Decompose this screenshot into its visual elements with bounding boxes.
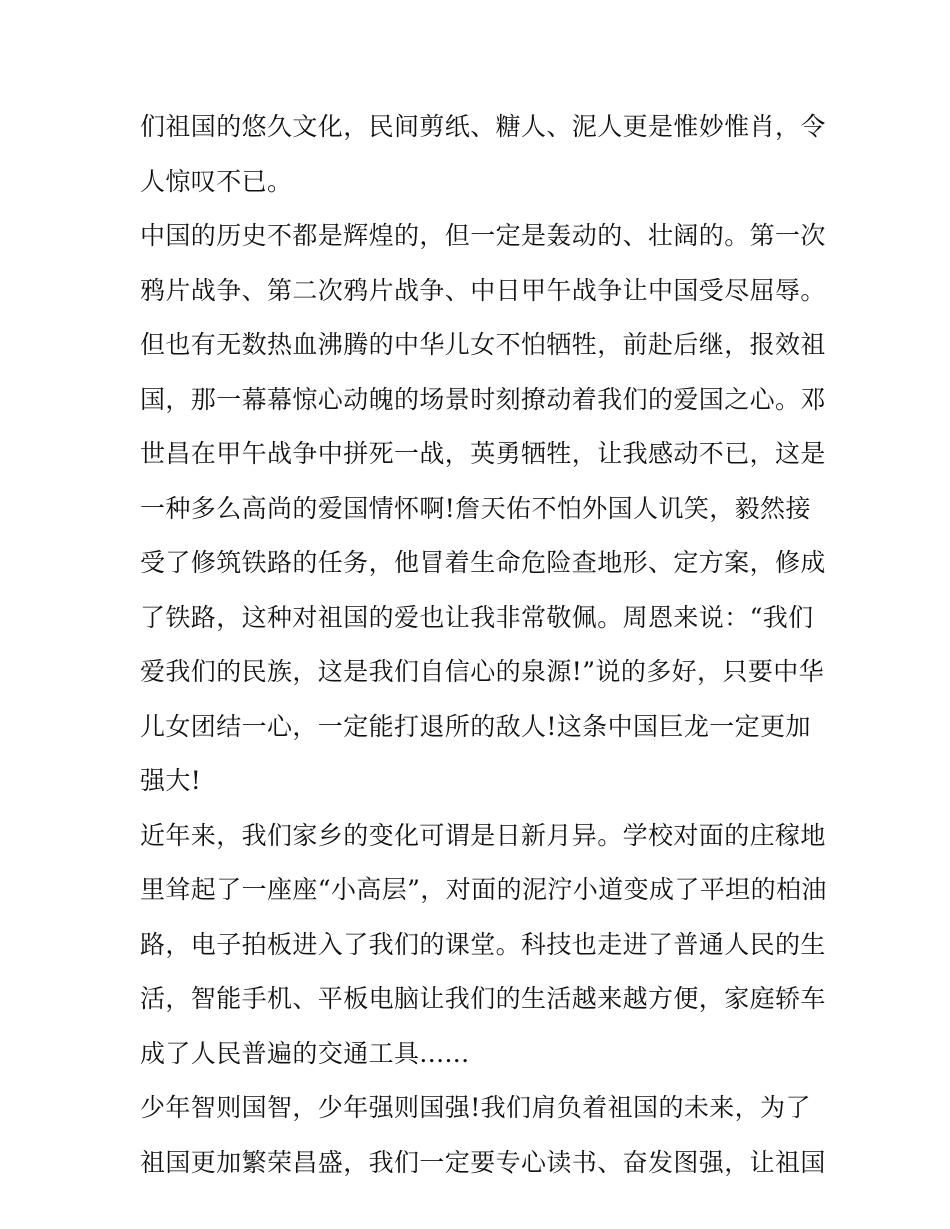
text-line: 鸦片战争、第二次鸦片战争、中日甲午战争让中国受尽屈辱。 (140, 275, 826, 305)
text-line: 路，电子拍板进入了我们的课堂。科技也走进了普通人民的生 (140, 929, 826, 959)
text-line: 但也有无数热血沸腾的中华儿女不怕牺牲，前赴后继，报效祖 (140, 330, 826, 359)
text-line: 受了修筑铁路的任务，他冒着生命危险查地形、定方案，修成 (140, 548, 826, 577)
text-line: 世昌在甲午战争中拼死一战，英勇牺牲，让我感动不已，这是 (140, 439, 826, 468)
text-line: 祖国更加繁荣昌盛，我们一定要专心读书、奋发图强，让祖国 (140, 1147, 826, 1177)
text-line: 近年来，我们家乡的变化可谓是日新月异。学校对面的庄稼地 (140, 820, 826, 850)
body-text (140, 100, 830, 1190)
text-line: 强大! (140, 766, 202, 795)
text-line: 中国的历史不都是辉煌的，但一定是轰动的、壮阔的。第一次 (140, 221, 826, 250)
text-line: 了铁路，这种对祖国的爱也让我非常敬佩。周恩来说：“我们 (140, 602, 814, 632)
text-line: 人惊叹不已。 (140, 166, 293, 196)
text-line: 们祖国的悠久文化，民间剪纸、糖人、泥人更是惟妙惟肖，令 (140, 112, 826, 141)
text-line: 里耸起了一座座“小高层”，对面的泥泞小道变成了平坦的柏油 (140, 875, 827, 904)
text-line: 儿女团结一心，一定能打退所的敌人!这条中国巨龙一定更加 (140, 711, 811, 741)
text-line: 成了人民普遍的交通工具...... (140, 1038, 470, 1068)
text-line: 少年智则国智，少年强则国强!我们肩负着祖国的未来，为了 (140, 1093, 811, 1122)
text-line: 一种多么高尚的爱国情怀啊!詹天佑不怕外国人讥笑，毅然接 (140, 493, 811, 523)
text-line: 爱我们的民族，这是我们自信心的泉源!”说的多好，只要中华 (140, 657, 825, 686)
text-line: 活，智能手机、平板电脑让我们的生活越来越方便，家庭轿车 (140, 984, 826, 1013)
text-line: 国，那一幕幕惊心动魄的场景时刻撩动着我们的爱国之心。邓 (140, 384, 826, 414)
